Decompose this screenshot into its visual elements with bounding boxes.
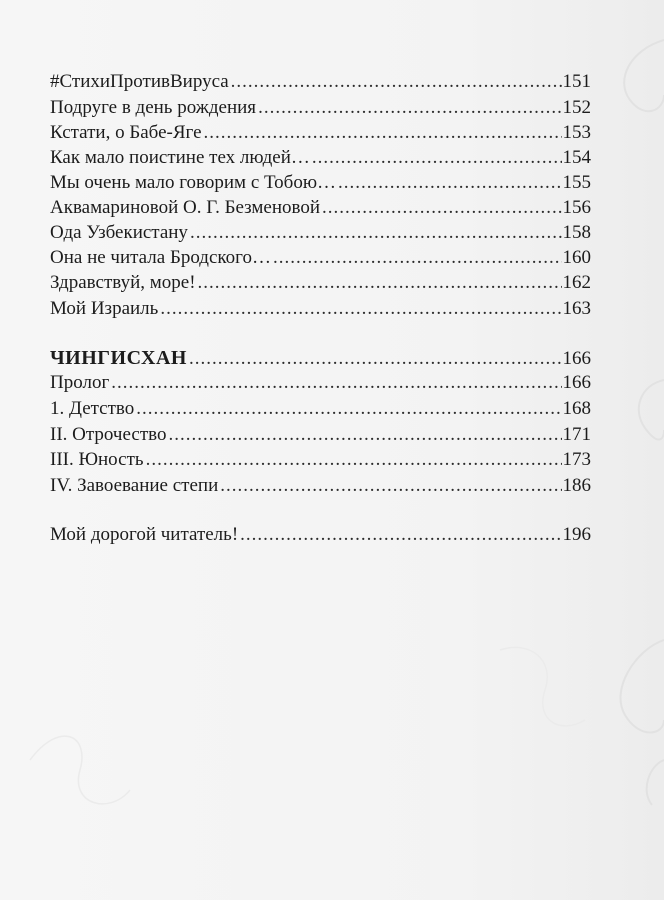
toc-entry-page: 163 [562,298,591,319]
toc-entry-page: 158 [562,222,591,243]
toc-leader-dots [160,297,561,321]
toc-leader-dots [111,371,561,395]
toc-entry-title: Она не читала Бродского… [50,247,271,268]
toc-leader-dots [136,397,561,421]
toc-entry [50,70,591,94]
toc-entry [50,171,591,195]
toc-leader-dots [240,523,561,547]
toc-heading-title: ЧИНГИСХАН [50,347,187,369]
toc-leader-dots [258,96,561,120]
toc-heading-page: 166 [562,348,591,369]
toc-entry-page: 156 [562,197,591,218]
toc-entry-page: 173 [562,449,591,470]
toc-entry [50,523,591,547]
toc-entry-title: Кстати, о Бабе-Яге [50,122,202,143]
toc-entry-page: 166 [562,372,591,393]
toc-entry-title: II. Отрочество [50,424,167,445]
toc-leader-dots [220,474,561,498]
toc-entry [50,121,591,145]
toc-entry-title: III. Юность [50,449,144,470]
toc-leader-dots [198,271,562,295]
toc-entry [50,423,591,447]
toc-leader-dots [338,171,561,195]
toc-entry-title: IV. Завоевание степи [50,475,219,496]
toc-entry [50,474,591,498]
toc-leader-dots [231,70,562,94]
toc-entry-title: Пролог [50,372,110,393]
toc-entry-title: Ода Узбекистану [50,222,188,243]
toc-entry [50,146,591,170]
toc-entry [50,397,591,421]
toc-entry-page: 196 [562,524,591,545]
toc-entry-title: Здравствуй, море! [50,272,196,293]
toc-entry-page: 152 [562,97,591,118]
toc-entry-title: #СтихиПротивВируса [50,71,229,92]
toc-entry [50,297,591,321]
toc-section-heading [50,346,591,371]
toc-entry [50,448,591,472]
toc-leader-dots [168,423,561,447]
toc-entry-title: Подруге в день рождения [50,97,257,118]
toc-leader-dots [190,221,562,245]
toc-leader-dots [312,146,562,170]
toc-entry [50,371,591,395]
toc-entry-title: Мой дорогой читатель! [50,524,239,545]
toc-leader-dots [146,448,562,472]
toc-entry [50,221,591,245]
toc-entry-title: 1. Детство [50,398,135,419]
toc-entry-page: 168 [562,398,591,419]
toc-entry-page: 171 [562,424,591,445]
toc-entry-page: 151 [562,71,591,92]
toc-entry-title: Мой Израиль [50,298,159,319]
toc-entry-page: 160 [562,247,591,268]
toc-entry [50,271,591,295]
toc-entry-title: Как мало поистине тех людей… [50,147,310,168]
toc-entry-page: 186 [562,475,591,496]
toc-entry-page: 153 [562,122,591,143]
toc-entry [50,196,591,220]
toc-entry-page: 162 [562,272,591,293]
toc-entry-title: Аквамариновой О. Г. Безменовой [50,197,321,218]
toc-entry [50,246,591,270]
toc-entry [50,96,591,120]
toc-entry-page: 154 [562,147,591,168]
toc-entry-page: 155 [562,172,591,193]
toc-leader-dots [189,347,562,371]
toc-leader-dots [322,196,561,220]
toc-entry-title: Мы очень мало говорим с Тобою… [50,172,337,193]
toc-leader-dots [273,246,562,270]
toc-leader-dots [204,121,562,145]
